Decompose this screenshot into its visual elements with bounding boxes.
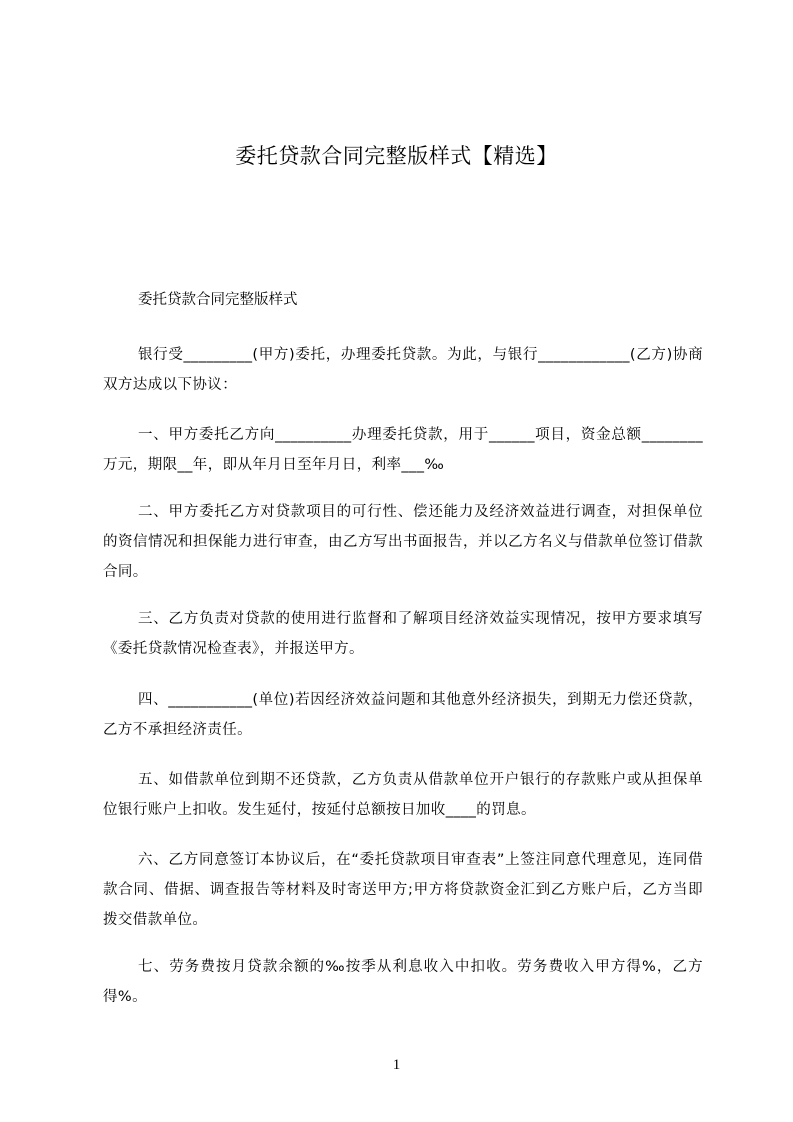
paragraph-clause-7: 七、劳务费按月贷款余额的‰按季从利息收入中扣收。劳务费收入甲方得%，乙方得%。: [103, 959, 703, 1005]
paragraph-clause-4: 四、___________(单位)若因经济效益问题和其他意外经济损失，到期无力偿还贷款，乙方不承担经济责任。: [103, 692, 703, 738]
paragraph-clause-3: 三、乙方负责对贷款的使用进行监督和了解项目经济效益实现情况，按甲方要求填写《委托贷款情况检查表》，并报送甲方。: [103, 611, 703, 657]
document-subtitle: 委托贷款合同完整版样式: [138, 292, 298, 308]
paragraph-clause-6: 六、乙方同意签订本协议后，在“委托贷款项目审查表”上签注同意代理意见，连同借款合同、借据、调查报告等材料及时寄送甲方;甲方将贷款资金汇到乙方账户后，乙方当即拨交借款单位。: [103, 852, 703, 928]
paragraph-clause-2: 二、甲方委托乙方对贷款项目的可行性、偿还能力及经济效益进行调查，对担保单位的资信情况和担保能力进行审查，由乙方写出书面报告，并以乙方名义与借款单位签订借款合同。: [103, 504, 703, 580]
paragraph-intro: 银行受_________(甲方)委托，办理委托贷款。为此，与银行____________(乙方)协商双方达成以下协议：: [103, 347, 703, 393]
document-title: 委托贷款合同完整版样式【精选】: [235, 144, 558, 168]
page-number: 1: [392, 1057, 401, 1073]
paragraph-clause-1: 一、甲方委托乙方向__________办理委托贷款，用于______项目，资金总额________万元，期限__年，即从年月日至年月日，利率___‰: [103, 427, 703, 473]
paragraph-clause-5: 五、如借款单位到期不还贷款，乙方负责从借款单位开户银行的存款账户或从担保单位银行账户上扣收。发生延付，按延付总额按日加收____的罚息。: [103, 772, 703, 818]
